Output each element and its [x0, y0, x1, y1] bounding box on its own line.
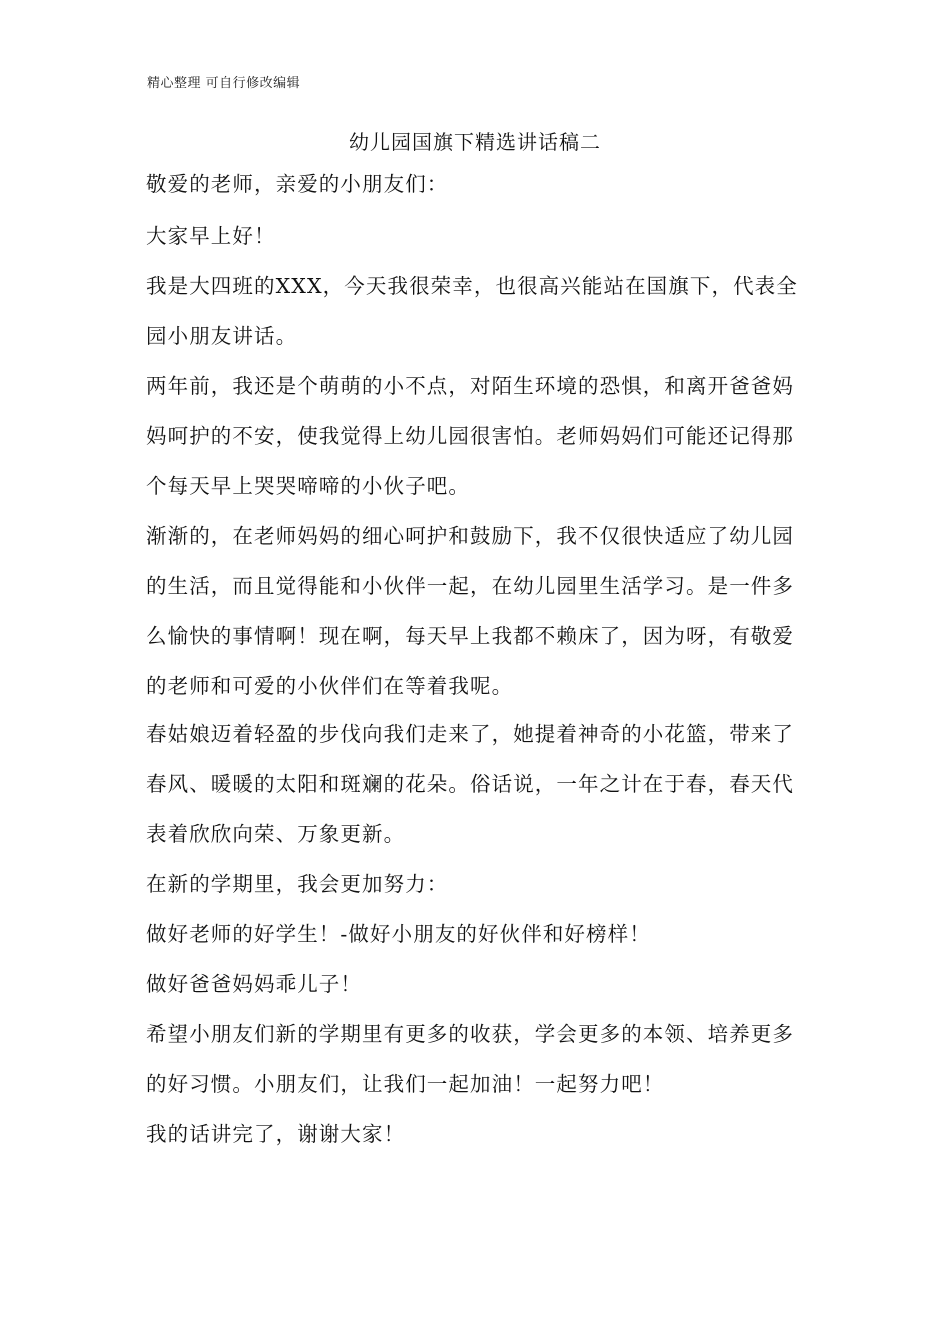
body-line: 么愉快的事情啊！现在啊，每天早上我都不赖床了，因为呀，有敬爱	[146, 624, 794, 648]
body-line: 我是大四班的XXX，今天我很荣幸，也很高兴能站在国旗下，代表全	[146, 274, 798, 298]
body-line: 春风、暖暖的太阳和斑斓的花朵。俗话说，一年之计在于春，春天代	[146, 772, 794, 796]
body-line: 妈呵护的不安，使我觉得上幼儿园很害怕。老师妈妈们可能还记得那	[146, 424, 794, 448]
body-line: 的老师和可爱的小伙伴们在等着我呢。	[146, 674, 514, 698]
body-line: 个每天早上哭哭啼啼的小伙子吧。	[146, 474, 470, 498]
body-line: 希望小朋友们新的学期里有更多的收获，学会更多的本领、培养更多	[146, 1022, 794, 1046]
body-line: 做好老师的好学生！-做好小朋友的好伙伴和好榜样！	[146, 922, 651, 946]
body-line: 敬爱的老师，亲爱的小朋友们：	[146, 172, 449, 196]
document-title: 幼儿园国旗下精选讲话稿二	[349, 130, 601, 154]
header-note: 精心整理 可自行修改编辑	[147, 76, 301, 91]
body-line: 我的话讲完了，谢谢大家！	[146, 1122, 406, 1146]
body-line: 大家早上好！	[146, 224, 276, 248]
body-line: 两年前，我还是个萌萌的小不点，对陌生环境的恐惧，和离开爸爸妈	[146, 374, 794, 398]
body-line: 做好爸爸妈妈乖儿子！	[146, 972, 362, 996]
body-line: 园小朋友讲话。	[146, 324, 298, 348]
body-line: 的好习惯。小朋友们，让我们一起加油！一起努力吧！	[146, 1072, 665, 1096]
body-line: 春姑娘迈着轻盈的步伐向我们走来了，她提着神奇的小花篮，带来了	[146, 722, 794, 746]
body-line: 渐渐的，在老师妈妈的细心呵护和鼓励下，我不仅很快适应了幼儿园	[146, 524, 794, 548]
body-line: 的生活，而且觉得能和小伙伴一起，在幼儿园里生活学习。是一件多	[146, 574, 794, 598]
body-line: 表着欣欣向荣、万象更新。	[146, 822, 406, 846]
body-line: 在新的学期里，我会更加努力：	[146, 872, 449, 896]
